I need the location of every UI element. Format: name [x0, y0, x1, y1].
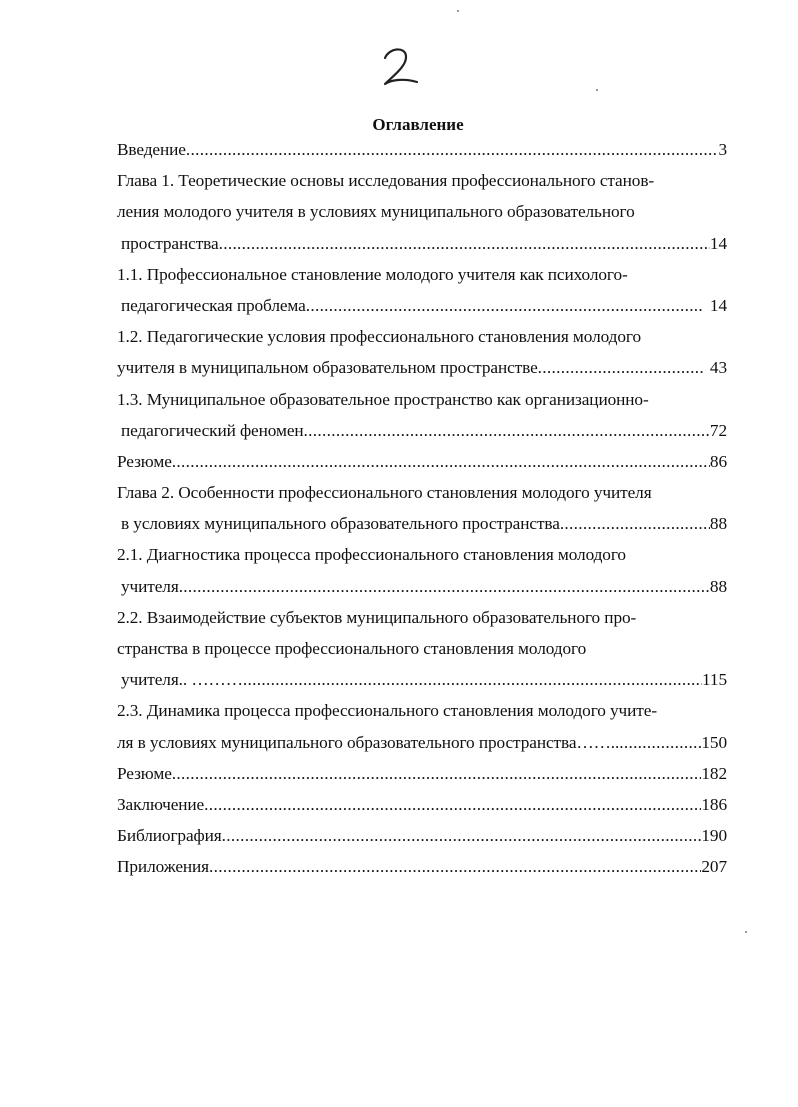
toc-entry [117, 789, 727, 820]
toc-entry-title: учителя в муниципальном образовательном пространстве [117, 358, 538, 378]
toc-entry-title: 2.3. Динамика процесса профессионального становления молодого учите- [117, 701, 657, 721]
toc-entry-page: 182 [701, 763, 727, 783]
toc-entry-page: 88 [709, 514, 727, 534]
scan-speck [457, 10, 459, 12]
handwritten-page-number [379, 44, 421, 90]
table-of-contents [117, 134, 727, 883]
toc-entry [117, 758, 727, 789]
toc-leader-dots [538, 352, 704, 383]
toc-entry-page: 3 [718, 140, 727, 159]
toc-entry-title: педагогический феномен [121, 420, 304, 440]
toc-entry-page: 190 [701, 826, 727, 846]
toc-entry-page: 150 [701, 732, 727, 752]
toc-entry-page: 115 [702, 670, 727, 690]
toc-entry [117, 695, 727, 757]
toc-entry-title: ления молодого учителя в условиях муниципального образовательного [117, 202, 635, 222]
toc-title: Оглавление [372, 115, 464, 134]
toc-entry-page: 72 [709, 420, 727, 440]
scan-speck [596, 89, 598, 91]
toc-entry-title: Глава 2. Особенности профессионального становления молодого учителя [117, 483, 652, 503]
toc-entry-title: Введение [117, 140, 186, 159]
toc-entry [117, 446, 727, 477]
toc-leader-dots [306, 290, 704, 321]
toc-leader-dots [172, 446, 710, 477]
toc-entry [117, 851, 727, 882]
toc-entry-page: 43 [709, 358, 727, 378]
toc-leader-dots [619, 727, 701, 758]
toc-entry-title: Резюме [117, 451, 172, 471]
toc-entry [117, 477, 727, 539]
toc-entry-title: пространства [121, 233, 219, 253]
toc-entry-title: Библиография [117, 826, 222, 846]
toc-leader-dots [209, 851, 701, 882]
toc-entry [117, 165, 727, 259]
toc-entry-title: учителя.. ……… [121, 670, 243, 690]
toc-entry-page: 186 [701, 794, 727, 814]
toc-entry [117, 134, 727, 165]
toc-leader-dots [179, 571, 710, 602]
toc-leader-dots [186, 134, 719, 165]
toc-entry-title: Приложения [117, 857, 210, 877]
toc-entry [117, 820, 727, 851]
toc-entry-page: 207 [701, 857, 727, 877]
toc-entry-title: странства в процессе профессионального становления молодого [117, 639, 587, 658]
toc-entry-page: 14 [709, 233, 727, 253]
toc-entry-title: 1.2. Педагогические условия профессионального становления молодого [117, 327, 641, 347]
toc-leader-dots [560, 508, 710, 539]
toc-leader-dots [243, 664, 702, 695]
toc-entry [117, 539, 727, 601]
toc-entry [117, 384, 727, 446]
toc-entry-title: 1.3. Муниципальное образовательное пространство как организационно- [117, 389, 649, 409]
toc-entry-title: педагогическая проблема [121, 295, 306, 315]
toc-leader-dots [219, 228, 710, 259]
toc-entry-title: Глава 1. Теоретические основы исследования профессионального станов- [117, 171, 655, 191]
toc-entry-title: 1.1. Профессиональное становление молодого учителя как психолого- [117, 264, 628, 284]
toc-entry-title: 2.2. Взаимодействие субъектов муниципального образовательного про- [117, 607, 637, 627]
toc-entry-title: ля в условиях муниципального образовательного пространства…….. [117, 732, 620, 752]
toc-entry-title: в условиях муниципального образовательного пространства [121, 514, 560, 534]
toc-leader-dots [222, 820, 702, 851]
toc-entry-title: учителя [121, 576, 179, 596]
toc-entry-title: 2.1. Диагностика процесса профессионального становления молодого [117, 545, 626, 565]
toc-entry-page: 86 [709, 451, 727, 471]
toc-entry-title: Резюме [117, 763, 172, 783]
toc-leader-dots [204, 789, 701, 820]
toc-entry [117, 259, 727, 321]
toc-entry-page: 88 [709, 576, 727, 596]
scan-speck [745, 931, 747, 933]
toc-entry-page: 14 [709, 295, 727, 315]
toc-leader-dots [304, 415, 710, 446]
toc-entry [117, 321, 727, 383]
toc-leader-dots [172, 758, 702, 789]
toc-entry [117, 602, 727, 696]
toc-entry-title: Заключение [117, 794, 205, 814]
